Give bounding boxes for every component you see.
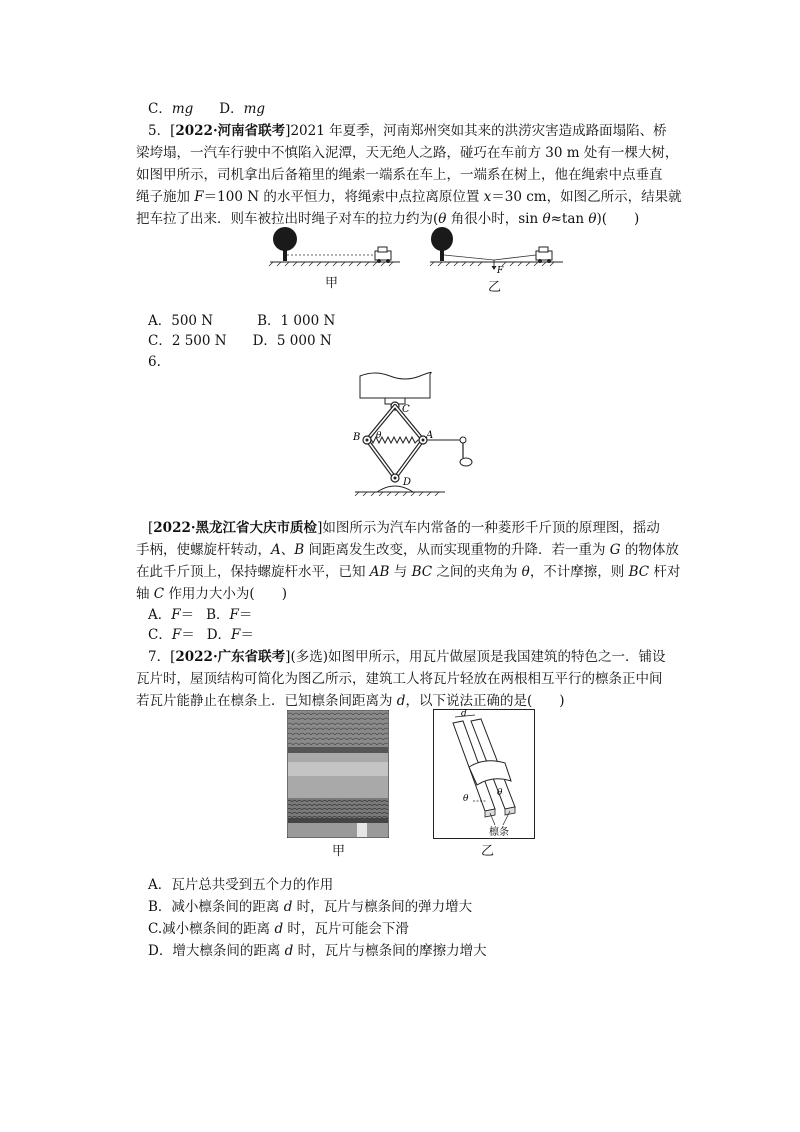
q5-fig-yi-caption: 乙 <box>488 280 502 295</box>
svg-text:d: d <box>461 709 467 719</box>
q5-figure-yi <box>428 225 568 275</box>
q6-line2: 手柄，使螺旋杆转动，A、B 间距离发生改变，从而实现重物的升降．若一重为 G 的物体放 <box>136 542 679 558</box>
q6-source: 2022·黑龙江省大庆市质检 <box>153 520 318 536</box>
q5-line1: 5．[2022·河南省联考]2021 年夏季，河南郑州突如其来的洪涝灾害造成路面塌陷、桥 <box>148 123 667 139</box>
q5-line2: 梁垮塌，一汽车行驶中不慎陷入泥潭，天无绝人之路，碰巧在车前方 30 m 处有一棵大树， <box>136 145 679 161</box>
svg-text:θ: θ <box>497 788 503 798</box>
svg-text:檩条: 檩条 <box>489 827 509 838</box>
svg-text:D: D <box>403 477 412 488</box>
jack-diagram <box>345 368 485 500</box>
q7-option-d: D．增大檩条间的距离 d 时，瓦片与檩条间的摩擦力增大 <box>148 943 487 959</box>
roof-photo <box>287 710 389 838</box>
q4-options-cd: C．mg D．mg <box>148 101 266 117</box>
q6-options-ab: A．F＝ B．F＝ <box>148 607 253 623</box>
svg-text:B: B <box>353 432 361 443</box>
q5-options-ab: A．500 N B．1 000 N <box>148 313 336 329</box>
q6-number: 6. <box>148 354 161 370</box>
car-icon <box>375 247 391 263</box>
q7-line1: 7．[2022·广东省联考](多选)如图甲所示，用瓦片做屋顶是我国建筑的特色之一．铺设 <box>148 649 666 665</box>
svg-text:A: A <box>426 430 434 441</box>
q5-figure-jia <box>265 225 405 270</box>
q7-fig-jia-caption: 甲 <box>332 844 346 859</box>
q7-line3: 若瓦片能静止在檩条上．已知檩条间距离为 d，以下说法正确的是( ) <box>136 693 565 709</box>
q6-line1: [2022·黑龙江省大庆市质检]如图所示为汽车内常备的一种菱形千斤顶的原理图，摇动 <box>148 520 660 536</box>
q5-line4: 绳子施加 F＝100 N 的水平恒力，将绳索中点拉离原位置 x＝30 cm，如图乙所示，结果就 <box>136 189 682 205</box>
svg-text:θ: θ <box>463 794 469 804</box>
tree-icon <box>273 227 297 261</box>
q7-option-b: B．减小檩条间的距离 d 时，瓦片与檩条间的弹力增大 <box>148 899 473 915</box>
q7-source: 2022·广东省联考 <box>175 649 286 665</box>
svg-text:θ: θ <box>376 431 382 441</box>
q6-options-cd: C．F＝ D．F＝ <box>148 627 254 643</box>
q5-line5: 把车拉了出来．则车被拉出时绳子对车的拉力约为(θ 角很小时，sin θ≈tan θ)( ) <box>136 211 640 227</box>
q5-line3: 如图甲所示，司机拿出后备箱里的绳索一端系在车上，一端系在树上，他在绳索中点垂直 <box>136 167 663 183</box>
purlin-diagram <box>433 709 535 839</box>
q6-line3: 在此千斤顶上，保持螺旋杆水平，已知 AB 与 BC 之间的夹角为 θ，不计摩擦，则 BC 杆对 <box>136 564 681 580</box>
svg-text:C: C <box>402 404 410 415</box>
svg-text:F: F <box>497 266 504 275</box>
q7-line2: 瓦片时，屋顶结构可简化为图乙所示，建筑工人将瓦片轻放在两根相互平行的檩条正中间 <box>136 671 663 687</box>
q7-fig-yi-caption: 乙 <box>481 844 495 859</box>
q6-line4: 轴 C 作用力大小为( ) <box>136 586 287 602</box>
q5-source: 2022·河南省联考 <box>175 123 286 139</box>
q7-option-c: C.减小檩条间的距离 d 时，瓦片可能会下滑 <box>148 921 409 937</box>
car-icon <box>536 247 552 263</box>
q5-options-cd: C．2 500 N D．5 000 N <box>148 333 332 349</box>
q5-fig-jia-caption: 甲 <box>325 276 339 291</box>
q7-option-a: A．瓦片总共受到五个力的作用 <box>148 877 334 893</box>
